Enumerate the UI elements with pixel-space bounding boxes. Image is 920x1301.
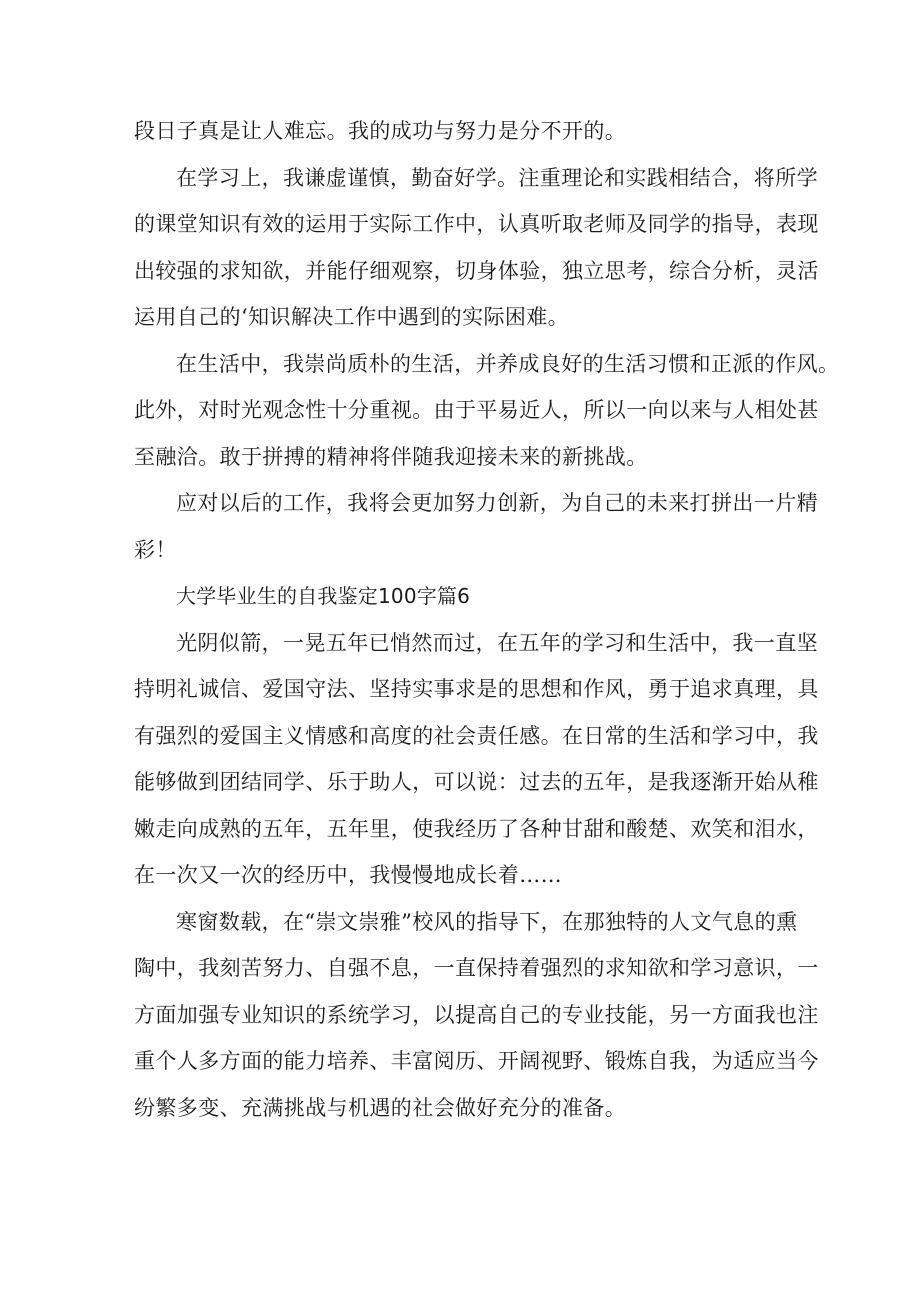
paragraph bbox=[134, 155, 819, 341]
paragraph bbox=[134, 620, 819, 899]
text-line: 至融洽。敢于拼搏的精神将伴随我迎接未来的新挑战。 bbox=[134, 444, 648, 469]
text-line: 段日子真是让人难忘。我的成功与努力是分不开的。 bbox=[134, 119, 627, 143]
text-line: 运用自己的‘知识解决工作中遇到的实际困难。 bbox=[134, 305, 570, 329]
document-body bbox=[134, 108, 840, 1131]
text-line: 应对以后的工作，我将会更加努力创新，为自己的未来打拼出一片精 bbox=[176, 491, 818, 515]
paragraph bbox=[134, 480, 818, 573]
text-line: 陶中，我刻苦努力、自强不息，一直保持着强烈的求知欲和学习意识，一 bbox=[134, 956, 819, 980]
text-line: 重个人多方面的能力培养、丰富阅历、开阔视野、锻炼自我，为适应当今 bbox=[134, 1049, 819, 1073]
text-line: 能够做到团结同学、乐于助人，可以说：过去的五年，是我逐渐开始从稚 bbox=[134, 770, 819, 794]
text-line: 纷繁多变、充满挑战与机遇的社会做好充分的准备。 bbox=[134, 1095, 627, 1120]
section-heading bbox=[134, 573, 796, 620]
paragraph bbox=[134, 108, 796, 155]
text-line: 在一次又一次的经历中，我慢慢地成长着…… bbox=[134, 863, 562, 887]
section-heading-text: 大学毕业生的自我鉴定100字篇6 bbox=[176, 584, 471, 608]
text-line: 光阴似箭，一晃五年已悄然而过，在五年的学习和生活中，我一直坚 bbox=[176, 630, 818, 655]
text-line: 方面加强专业知识的系统学习，以提高自己的专业技能，另一方面我也注 bbox=[134, 1002, 819, 1027]
text-line: 此外，对时光观念性十分重视。由于平易近人，所以一向以来与人相处甚 bbox=[134, 398, 819, 422]
text-line: 有强烈的爱国主义情感和高度的社会责任感。在日常的生活和学习中，我 bbox=[134, 723, 819, 748]
text-line: 出较强的求知欲，并能仔细观察，切身体验，独立思考，综合分析，灵活 bbox=[134, 258, 819, 283]
text-line: 在生活中，我崇尚质朴的生活，并养成良好的生活习惯和正派的作风。 bbox=[176, 351, 840, 376]
paragraph bbox=[134, 341, 840, 481]
paragraph bbox=[134, 899, 819, 1132]
text-line: 彩！ bbox=[134, 537, 177, 562]
text-line: 嫩走向成熟的五年，五年里，使我经历了各种甘甜和酸楚、欢笑和泪水， bbox=[134, 816, 819, 841]
text-line: 寒窗数载，在“崇文崇雅”校风的指导下，在那独特的人文气息的熏 bbox=[176, 909, 798, 934]
text-line: 在学习上，我谦虚谨慎，勤奋好学。注重理论和实践相结合，将所学 bbox=[176, 165, 818, 190]
text-line: 持明礼诚信、爱国守法、坚持实事求是的思想和作风，勇于追求真理，具 bbox=[134, 677, 819, 701]
text-line: 的课堂知识有效的运用于实际工作中，认真听取老师及同学的指导，表现 bbox=[134, 212, 819, 236]
